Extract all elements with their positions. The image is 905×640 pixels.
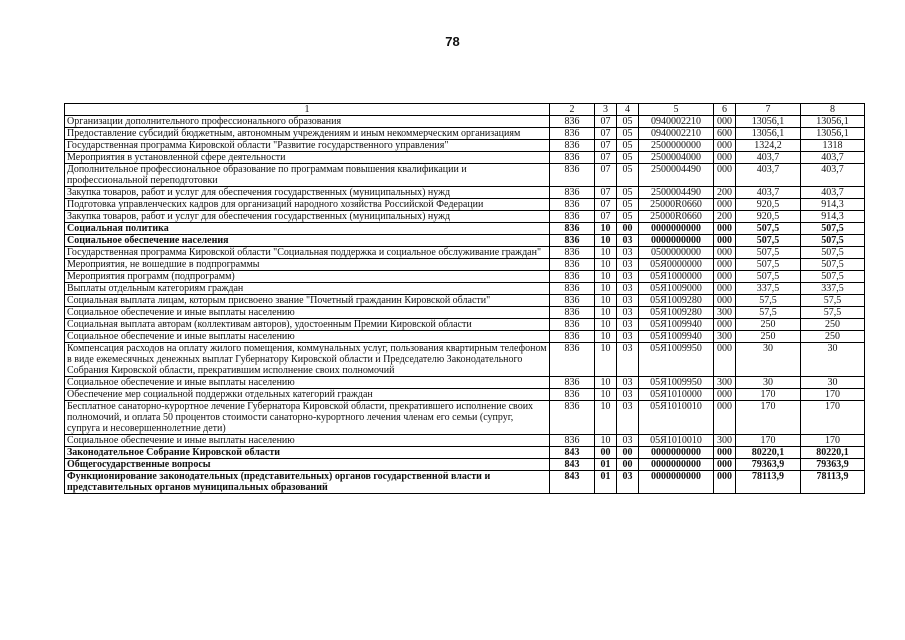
cell-ministry-code: 836 — [550, 331, 595, 343]
cell-target-article: 25000R0660 — [639, 199, 714, 211]
cell-section: 07 — [595, 199, 617, 211]
cell-section: 10 — [595, 331, 617, 343]
cell-ministry-code: 836 — [550, 235, 595, 247]
row-description: Компенсация расходов на оплату жилого помещения, коммунальных услуг, пользования квартирным телефоном в виде ежемесячных денежных выплат Губернатору Кировской области и Председателю Законодательного Собрания Кировской области, прекратившим исполнение своих полномочий — [65, 343, 550, 377]
cell-amount-actual: 30 — [801, 343, 865, 377]
cell-subsection: 03 — [617, 295, 639, 307]
cell-expense-type: 000 — [714, 247, 736, 259]
cell-target-article: 05Я1010000 — [639, 389, 714, 401]
cell-target-article: 05Я1009280 — [639, 307, 714, 319]
table-row — [65, 271, 865, 283]
cell-ministry-code: 836 — [550, 295, 595, 307]
cell-ministry-code: 843 — [550, 447, 595, 459]
cell-amount-actual: 57,5 — [801, 295, 865, 307]
cell-amount-actual: 337,5 — [801, 283, 865, 295]
cell-amount-plan: 78113,9 — [736, 471, 801, 494]
cell-amount-actual: 30 — [801, 377, 865, 389]
cell-expense-type: 000 — [714, 152, 736, 164]
column-number: 5 — [639, 104, 714, 116]
cell-subsection: 00 — [617, 459, 639, 471]
cell-section: 01 — [595, 471, 617, 494]
cell-target-article: 2500004000 — [639, 152, 714, 164]
cell-subsection: 03 — [617, 259, 639, 271]
table-row — [65, 447, 865, 459]
cell-expense-type: 000 — [714, 343, 736, 377]
cell-target-article: 05Я1009950 — [639, 377, 714, 389]
table-row — [65, 307, 865, 319]
table-row — [65, 140, 865, 152]
cell-amount-plan: 403,7 — [736, 187, 801, 199]
cell-subsection: 05 — [617, 152, 639, 164]
cell-subsection: 03 — [617, 389, 639, 401]
cell-amount-plan: 1324,2 — [736, 140, 801, 152]
cell-expense-type: 000 — [714, 389, 736, 401]
table-row — [65, 331, 865, 343]
row-description: Социальное обеспечение и иные выплаты населению — [65, 435, 550, 447]
cell-ministry-code: 836 — [550, 435, 595, 447]
cell-target-article: 25000R0660 — [639, 211, 714, 223]
cell-subsection: 03 — [617, 307, 639, 319]
cell-section: 07 — [595, 152, 617, 164]
cell-subsection: 03 — [617, 331, 639, 343]
cell-expense-type: 000 — [714, 319, 736, 331]
row-description: Законодательное Собрание Кировской области — [65, 447, 550, 459]
cell-section: 10 — [595, 307, 617, 319]
cell-amount-plan: 170 — [736, 401, 801, 435]
cell-ministry-code: 836 — [550, 389, 595, 401]
cell-amount-plan: 403,7 — [736, 164, 801, 187]
cell-amount-plan: 30 — [736, 343, 801, 377]
cell-target-article: 05Я0000000 — [639, 259, 714, 271]
column-number: 3 — [595, 104, 617, 116]
cell-ministry-code: 836 — [550, 164, 595, 187]
cell-amount-actual: 914,3 — [801, 199, 865, 211]
cell-expense-type: 000 — [714, 116, 736, 128]
cell-target-article: 0000000000 — [639, 223, 714, 235]
cell-amount-actual: 250 — [801, 331, 865, 343]
cell-target-article: 05Я1009000 — [639, 283, 714, 295]
cell-amount-actual: 507,5 — [801, 223, 865, 235]
cell-amount-actual: 250 — [801, 319, 865, 331]
cell-target-article: 05Я1000000 — [639, 271, 714, 283]
table-row — [65, 187, 865, 199]
cell-amount-plan: 507,5 — [736, 271, 801, 283]
cell-ministry-code: 836 — [550, 128, 595, 140]
cell-ministry-code: 836 — [550, 401, 595, 435]
cell-amount-actual: 78113,9 — [801, 471, 865, 494]
cell-expense-type: 300 — [714, 377, 736, 389]
column-number: 7 — [736, 104, 801, 116]
cell-ministry-code: 836 — [550, 199, 595, 211]
cell-expense-type: 000 — [714, 401, 736, 435]
table-row — [65, 377, 865, 389]
cell-expense-type: 300 — [714, 435, 736, 447]
cell-target-article: 2500004490 — [639, 187, 714, 199]
cell-section: 10 — [595, 271, 617, 283]
cell-target-article: 0000000000 — [639, 471, 714, 494]
cell-subsection: 03 — [617, 377, 639, 389]
cell-target-article: 0500000000 — [639, 247, 714, 259]
cell-expense-type: 600 — [714, 128, 736, 140]
cell-target-article: 05Я1009950 — [639, 343, 714, 377]
cell-amount-actual: 79363,9 — [801, 459, 865, 471]
cell-amount-actual: 170 — [801, 389, 865, 401]
row-description: Социальная выплата авторам (коллективам авторов), удостоенным Премии Кировской области — [65, 319, 550, 331]
table-row — [65, 259, 865, 271]
cell-subsection: 03 — [617, 343, 639, 377]
cell-ministry-code: 836 — [550, 247, 595, 259]
cell-amount-plan: 337,5 — [736, 283, 801, 295]
table-row — [65, 459, 865, 471]
cell-subsection: 03 — [617, 283, 639, 295]
cell-ministry-code: 843 — [550, 471, 595, 494]
column-number: 1 — [65, 104, 550, 116]
cell-expense-type: 000 — [714, 471, 736, 494]
cell-subsection: 03 — [617, 247, 639, 259]
cell-section: 07 — [595, 140, 617, 152]
cell-target-article: 05Я1009940 — [639, 331, 714, 343]
cell-subsection: 03 — [617, 271, 639, 283]
cell-expense-type: 000 — [714, 164, 736, 187]
cell-amount-actual: 507,5 — [801, 259, 865, 271]
cell-section: 10 — [595, 223, 617, 235]
cell-amount-plan: 57,5 — [736, 295, 801, 307]
cell-amount-actual: 170 — [801, 435, 865, 447]
cell-expense-type: 000 — [714, 295, 736, 307]
cell-amount-actual: 914,3 — [801, 211, 865, 223]
column-number: 8 — [801, 104, 865, 116]
cell-ministry-code: 836 — [550, 152, 595, 164]
cell-ministry-code: 843 — [550, 459, 595, 471]
cell-amount-actual: 1318 — [801, 140, 865, 152]
row-description: Социальное обеспечение и иные выплаты населению — [65, 307, 550, 319]
row-description: Бесплатное санаторно-курортное лечение Губернатора Кировской области, прекратившего исполнение своих полномочий, и оплата 50 процентов стоимости санаторно-курортного лечения членам его семьи (супруг, супруга и несовершеннолетние дети) — [65, 401, 550, 435]
column-number: 6 — [714, 104, 736, 116]
cell-target-article: 0000000000 — [639, 447, 714, 459]
cell-amount-plan: 13056,1 — [736, 128, 801, 140]
cell-target-article: 05Я1010010 — [639, 401, 714, 435]
cell-section: 07 — [595, 211, 617, 223]
table-row — [65, 401, 865, 435]
cell-subsection: 05 — [617, 199, 639, 211]
row-description: Мероприятия, не вошедшие в подпрограммы — [65, 259, 550, 271]
cell-amount-actual: 507,5 — [801, 247, 865, 259]
cell-subsection: 03 — [617, 235, 639, 247]
row-description: Закупка товаров, работ и услуг для обеспечения государственных (муниципальных) нужд — [65, 187, 550, 199]
row-description: Социальная политика — [65, 223, 550, 235]
row-description: Мероприятия программ (подпрограмм) — [65, 271, 550, 283]
page-number: 78 — [445, 34, 460, 49]
cell-subsection: 03 — [617, 319, 639, 331]
cell-amount-actual: 170 — [801, 401, 865, 435]
table-row — [65, 295, 865, 307]
row-description: Социальная выплата лицам, которым присвоено звание "Почетный гражданин Кировской области" — [65, 295, 550, 307]
cell-expense-type: 300 — [714, 331, 736, 343]
cell-expense-type: 000 — [714, 140, 736, 152]
row-description: Общегосударственные вопросы — [65, 459, 550, 471]
table-row — [65, 152, 865, 164]
cell-expense-type: 000 — [714, 459, 736, 471]
cell-ministry-code: 836 — [550, 223, 595, 235]
cell-subsection: 05 — [617, 164, 639, 187]
cell-expense-type: 000 — [714, 283, 736, 295]
cell-section: 10 — [595, 343, 617, 377]
cell-amount-plan: 13056,1 — [736, 116, 801, 128]
cell-section: 07 — [595, 187, 617, 199]
cell-section: 00 — [595, 447, 617, 459]
table-row — [65, 471, 865, 494]
cell-amount-plan: 170 — [736, 389, 801, 401]
table-row — [65, 199, 865, 211]
cell-ministry-code: 836 — [550, 307, 595, 319]
row-description: Государственная программа Кировской области "Социальная поддержка и социальное обслуживание граждан" — [65, 247, 550, 259]
cell-amount-plan: 80220,1 — [736, 447, 801, 459]
cell-ministry-code: 836 — [550, 283, 595, 295]
row-description: Закупка товаров, работ и услуг для обеспечения государственных (муниципальных) нужд — [65, 211, 550, 223]
cell-subsection: 03 — [617, 471, 639, 494]
table-row — [65, 116, 865, 128]
row-description: Социальное обеспечение населения — [65, 235, 550, 247]
cell-expense-type: 000 — [714, 447, 736, 459]
table-row — [65, 389, 865, 401]
cell-amount-actual: 403,7 — [801, 164, 865, 187]
cell-subsection: 05 — [617, 211, 639, 223]
cell-amount-actual: 403,7 — [801, 187, 865, 199]
row-description: Подготовка управленческих кадров для организаций народного хозяйства Российской Федерации — [65, 199, 550, 211]
cell-target-article: 0940002210 — [639, 116, 714, 128]
cell-subsection: 05 — [617, 187, 639, 199]
cell-amount-plan: 507,5 — [736, 247, 801, 259]
cell-expense-type: 200 — [714, 211, 736, 223]
cell-amount-plan: 507,5 — [736, 223, 801, 235]
cell-amount-actual: 403,7 — [801, 152, 865, 164]
cell-subsection: 00 — [617, 223, 639, 235]
cell-ministry-code: 836 — [550, 259, 595, 271]
row-description: Социальное обеспечение и иные выплаты населению — [65, 331, 550, 343]
row-description: Функционирование законодательных (представительных) органов государственной власти и представительных органов муниципальных образований — [65, 471, 550, 494]
table-row — [65, 164, 865, 187]
cell-section: 10 — [595, 401, 617, 435]
cell-expense-type: 000 — [714, 235, 736, 247]
cell-section: 10 — [595, 247, 617, 259]
cell-amount-plan: 57,5 — [736, 307, 801, 319]
cell-amount-plan: 250 — [736, 319, 801, 331]
cell-amount-actual: 507,5 — [801, 271, 865, 283]
cell-amount-plan: 507,5 — [736, 235, 801, 247]
cell-ministry-code: 836 — [550, 377, 595, 389]
cell-subsection: 03 — [617, 435, 639, 447]
cell-expense-type: 200 — [714, 187, 736, 199]
cell-section: 07 — [595, 164, 617, 187]
cell-section: 10 — [595, 259, 617, 271]
column-number-row — [65, 104, 865, 116]
table-row — [65, 247, 865, 259]
cell-ministry-code: 836 — [550, 343, 595, 377]
cell-target-article: 0000000000 — [639, 459, 714, 471]
cell-amount-plan: 403,7 — [736, 152, 801, 164]
row-description: Организации дополнительного профессионального образования — [65, 116, 550, 128]
cell-amount-plan: 170 — [736, 435, 801, 447]
budget-table — [64, 103, 865, 494]
cell-amount-actual: 80220,1 — [801, 447, 865, 459]
cell-subsection: 05 — [617, 116, 639, 128]
cell-ministry-code: 836 — [550, 187, 595, 199]
cell-amount-plan: 79363,9 — [736, 459, 801, 471]
row-description: Социальное обеспечение и иные выплаты населению — [65, 377, 550, 389]
cell-section: 10 — [595, 235, 617, 247]
cell-expense-type: 000 — [714, 271, 736, 283]
row-description: Предоставление субсидий бюджетным, автономным учреждениям и иным некоммерческим организациям — [65, 128, 550, 140]
table-row — [65, 283, 865, 295]
table-row — [65, 435, 865, 447]
cell-section: 10 — [595, 435, 617, 447]
cell-section: 10 — [595, 319, 617, 331]
cell-target-article: 0000000000 — [639, 235, 714, 247]
cell-amount-actual: 13056,1 — [801, 128, 865, 140]
cell-expense-type: 000 — [714, 199, 736, 211]
table-row — [65, 235, 865, 247]
cell-subsection: 05 — [617, 128, 639, 140]
cell-section: 07 — [595, 116, 617, 128]
cell-amount-plan: 250 — [736, 331, 801, 343]
cell-ministry-code: 836 — [550, 319, 595, 331]
cell-section: 10 — [595, 377, 617, 389]
column-number: 2 — [550, 104, 595, 116]
row-description: Дополнительное профессиональное образование по программам повышения квалификации и профессиональной переподготовки — [65, 164, 550, 187]
table-row — [65, 211, 865, 223]
row-description: Государственная программа Кировской области "Развитие государственного управления" — [65, 140, 550, 152]
cell-amount-plan: 920,5 — [736, 199, 801, 211]
cell-expense-type: 000 — [714, 223, 736, 235]
cell-ministry-code: 836 — [550, 116, 595, 128]
cell-expense-type: 000 — [714, 259, 736, 271]
cell-subsection: 05 — [617, 140, 639, 152]
cell-ministry-code: 836 — [550, 271, 595, 283]
cell-ministry-code: 836 — [550, 211, 595, 223]
cell-amount-actual: 13056,1 — [801, 116, 865, 128]
cell-target-article: 2500004490 — [639, 164, 714, 187]
table-row — [65, 343, 865, 377]
row-description: Обеспечение мер социальной поддержки отдельных категорий граждан — [65, 389, 550, 401]
cell-subsection: 00 — [617, 447, 639, 459]
cell-target-article: 05Я1009280 — [639, 295, 714, 307]
table-row — [65, 319, 865, 331]
cell-amount-plan: 920,5 — [736, 211, 801, 223]
cell-target-article: 2500000000 — [639, 140, 714, 152]
cell-expense-type: 300 — [714, 307, 736, 319]
cell-section: 07 — [595, 128, 617, 140]
column-number: 4 — [617, 104, 639, 116]
cell-amount-actual: 57,5 — [801, 307, 865, 319]
row-description: Выплаты отдельным категориям граждан — [65, 283, 550, 295]
cell-amount-actual: 507,5 — [801, 235, 865, 247]
cell-target-article: 05Я1010010 — [639, 435, 714, 447]
cell-ministry-code: 836 — [550, 140, 595, 152]
cell-amount-plan: 507,5 — [736, 259, 801, 271]
cell-section: 10 — [595, 295, 617, 307]
cell-subsection: 03 — [617, 401, 639, 435]
cell-amount-plan: 30 — [736, 377, 801, 389]
cell-section: 10 — [595, 389, 617, 401]
row-description: Мероприятия в установленной сфере деятельности — [65, 152, 550, 164]
cell-target-article: 0940002210 — [639, 128, 714, 140]
table-row — [65, 128, 865, 140]
table-row — [65, 223, 865, 235]
cell-section: 10 — [595, 283, 617, 295]
cell-target-article: 05Я1009940 — [639, 319, 714, 331]
cell-section: 01 — [595, 459, 617, 471]
